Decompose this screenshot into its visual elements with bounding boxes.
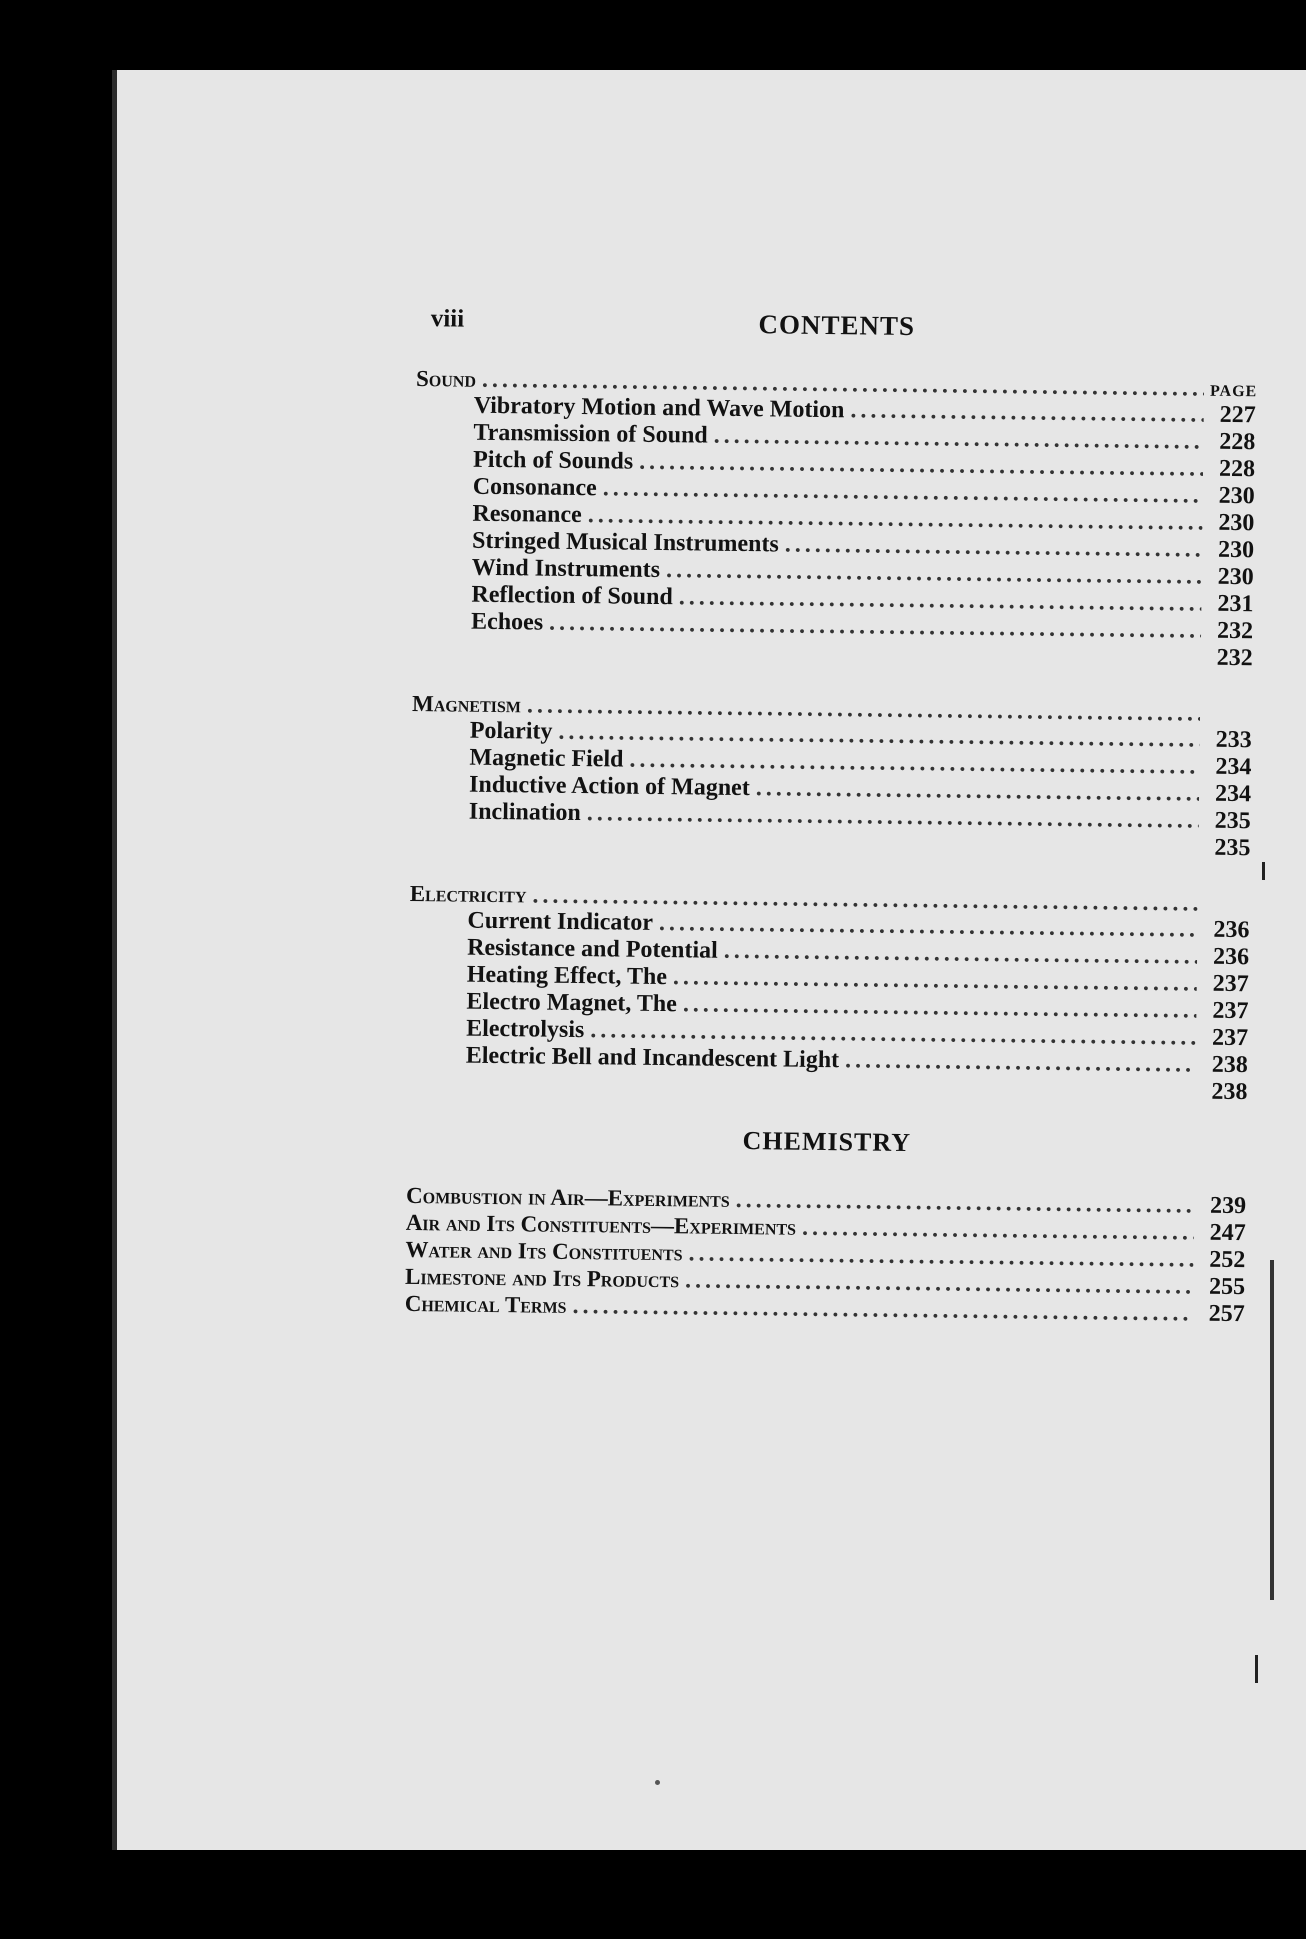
entry-label: Chemical Terms: [404, 1290, 567, 1318]
entry-label: Current Indicator: [467, 907, 654, 936]
entry-page: 237: [1212, 970, 1249, 998]
section-magnetism: [410, 690, 1252, 862]
book-page: [112, 70, 1306, 1850]
section-heading: Magnetism: [411, 690, 522, 718]
chemistry-title: CHEMISTRY: [742, 1126, 912, 1158]
entry-label: Echoes: [470, 608, 544, 636]
entry-page: 230: [1218, 509, 1255, 537]
entry-page: 239: [1209, 1192, 1247, 1220]
section-heading: Sound: [415, 365, 477, 392]
trailing-page: 238: [1211, 1078, 1248, 1106]
dot-leader: [845, 1047, 1196, 1078]
entry-page: 228: [1218, 455, 1256, 483]
speck-mark: [655, 1780, 660, 1785]
scan-artifact: [1262, 862, 1265, 880]
folio-number: viii: [430, 305, 465, 333]
entry-page: 230: [1217, 563, 1254, 591]
entry-page: 234: [1214, 780, 1252, 808]
entry-label: Electric Bell and Incandescent Light: [465, 1042, 840, 1074]
entry-label: Inductive Action of Magnet: [468, 771, 750, 802]
page-title: CONTENTS: [758, 309, 916, 342]
entry-label: Combustion in Air—Experiments: [405, 1182, 730, 1212]
page-header: [416, 305, 1257, 375]
entry-label: Consonance: [472, 473, 597, 502]
entry-label: Magnetic Field: [469, 744, 624, 773]
entry-label: Transmission of Sound: [473, 419, 708, 449]
section-sound: [413, 365, 1257, 672]
entry-label: Air and Its Constituents—Experiments: [405, 1209, 797, 1240]
entry-label: Electrolysis: [466, 1015, 585, 1044]
scan-artifact: [1270, 1260, 1274, 1600]
entry-page: 237: [1211, 1024, 1249, 1052]
heading-page-spacer: [1206, 721, 1252, 722]
entry-page: 247: [1209, 1219, 1246, 1247]
entry-page: 235: [1214, 807, 1251, 835]
entry-label: Reflection of Sound: [471, 581, 673, 611]
entry-label: Pitch of Sounds: [472, 446, 634, 475]
entry-page: 236: [1212, 943, 1250, 971]
entry-label: Limestone and Its Products: [404, 1263, 680, 1293]
section-electricity: [407, 880, 1250, 1106]
section-heading: Electricity: [409, 880, 527, 908]
entry-page: 252: [1209, 1246, 1246, 1274]
entry-label: Polarity: [469, 717, 553, 745]
entry-page: 257: [1208, 1300, 1245, 1328]
trailing-page: 232: [1216, 644, 1253, 672]
heading-page-spacer: [1204, 911, 1250, 912]
entry-page: 234: [1215, 753, 1252, 781]
entry-label: Wind Instruments: [471, 554, 661, 583]
page-column-header: PAGE: [1209, 382, 1258, 401]
entry-page: 233: [1215, 726, 1252, 754]
scan-artifact: [1255, 1655, 1258, 1683]
entry-label: Electro Magnet, The: [466, 988, 678, 1018]
entry-page: 230: [1218, 482, 1255, 510]
entry-page: 237: [1212, 997, 1249, 1025]
dot-leader: [850, 397, 1204, 428]
entry-page: 228: [1219, 428, 1256, 456]
entry-label: Inclination: [468, 798, 581, 827]
entry-page: 232: [1216, 617, 1254, 645]
entry-page: 231: [1217, 590, 1254, 618]
entry-page: 236: [1213, 916, 1250, 944]
entry-page: 230: [1217, 536, 1255, 564]
entry-page: 255: [1208, 1273, 1246, 1301]
trailing-page: 235: [1214, 834, 1251, 862]
entry-label: Resonance: [472, 500, 582, 529]
entry-page: 227: [1219, 401, 1256, 429]
entry-label: Heating Effect, The: [466, 961, 668, 991]
contents-block: [405, 305, 1257, 1327]
entry-page: 238: [1211, 1051, 1248, 1079]
entry-label: Vibratory Motion and Wave Motion: [473, 392, 845, 424]
entry-label: Resistance and Potential: [466, 934, 718, 964]
entry-label: Water and Its Constituents: [405, 1236, 683, 1266]
entry-label: Stringed Musical Instruments: [471, 527, 779, 558]
section-chemistry: [405, 1182, 1247, 1327]
